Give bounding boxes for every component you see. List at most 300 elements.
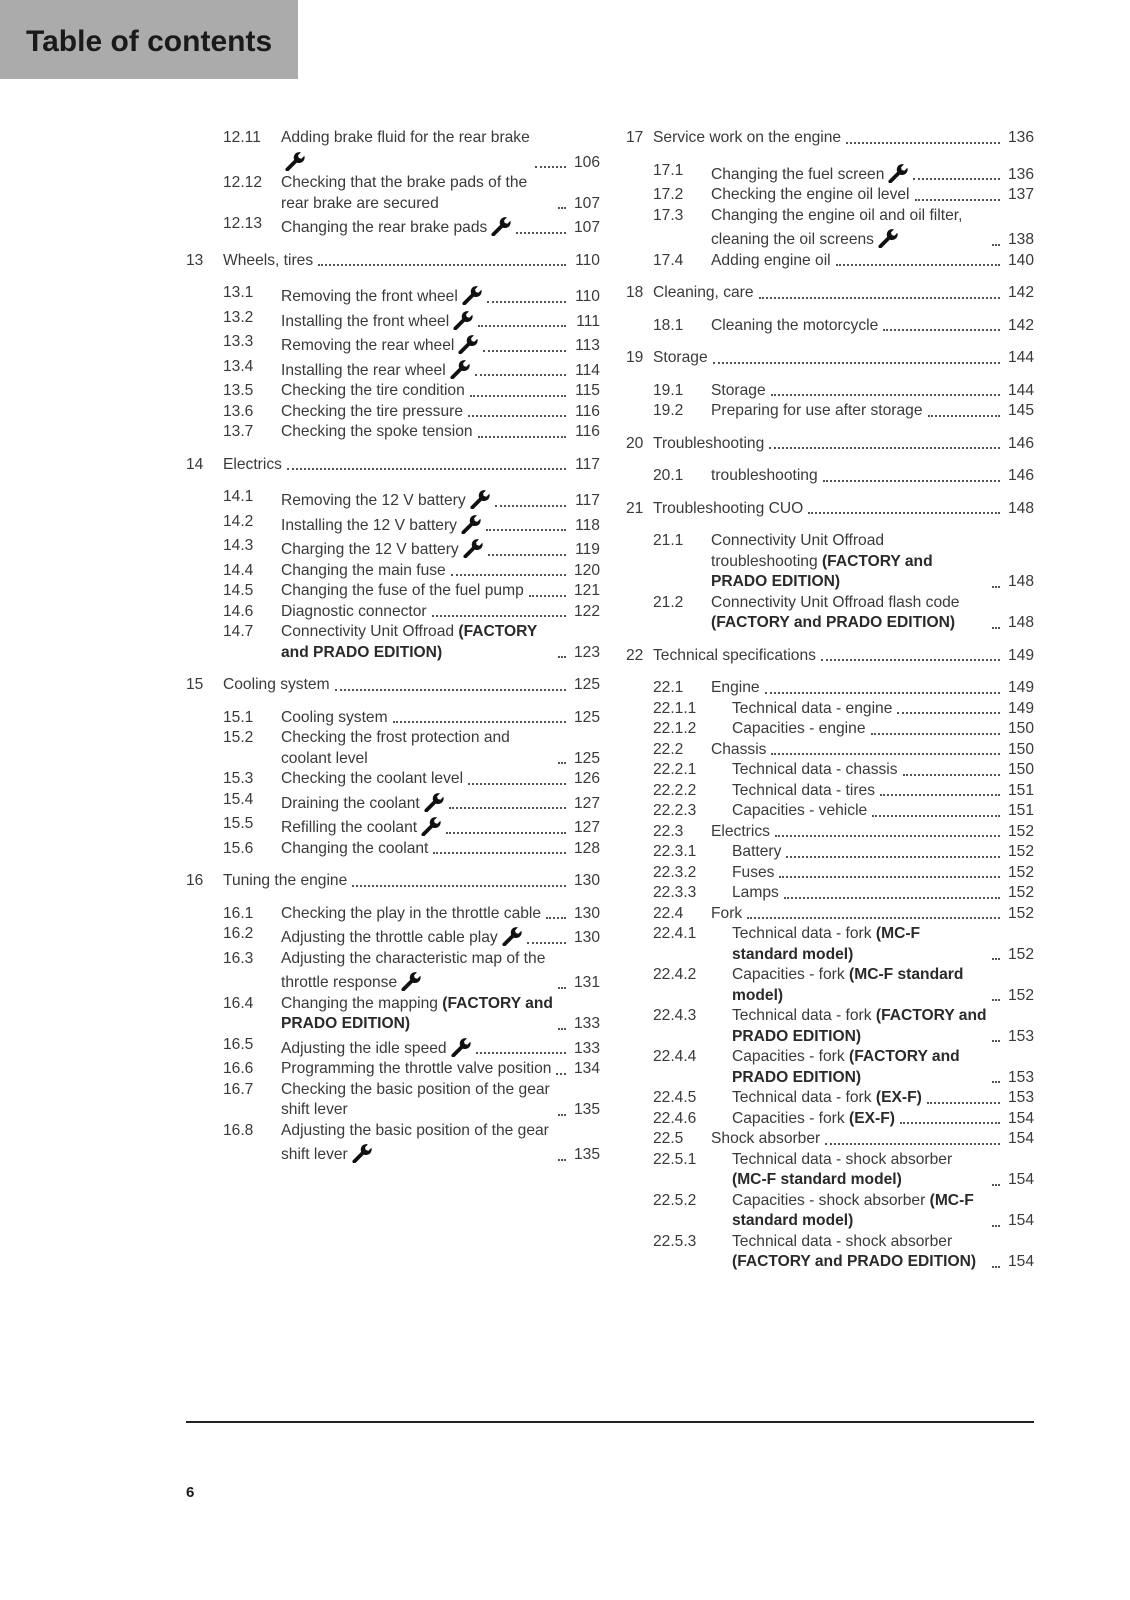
toc-entry[interactable]	[626, 1088, 1034, 1109]
toc-entry-page: 152	[1007, 863, 1034, 881]
dot-leader	[352, 871, 566, 892]
toc-entry-number: 21.2	[653, 593, 684, 611]
toc-entry-number: 16.4	[223, 994, 254, 1012]
toc-entry[interactable]	[626, 822, 1034, 843]
toc-entry[interactable]	[186, 455, 600, 476]
toc-entry[interactable]	[186, 251, 600, 272]
toc-entry[interactable]	[186, 487, 600, 512]
toc-entry-page: 119	[575, 541, 600, 558]
toc-entry-page: 146	[1007, 467, 1034, 484]
toc-entry-edition-note: (MC-F standard model)	[732, 1191, 974, 1229]
toc-entry-number: 22.2	[653, 740, 684, 758]
toc-entry-title: Battery	[732, 843, 782, 860]
toc-entry-number: 16.3	[223, 949, 254, 967]
toc-entry-title: Diagnostic connector	[281, 602, 427, 620]
wrench-icon	[498, 929, 522, 946]
toc-entry[interactable]	[186, 357, 600, 382]
dot-leader	[992, 945, 1000, 966]
toc-entry-page: 107	[573, 219, 600, 236]
toc-entry-edition-note: (MC-F standard model)	[732, 1171, 902, 1188]
dot-leader	[470, 381, 566, 402]
toc-entry-number: 17.1	[653, 161, 684, 179]
toc-entry[interactable]	[626, 1191, 1034, 1232]
toc-entry[interactable]	[186, 381, 600, 402]
dot-leader	[478, 422, 566, 443]
toc-entry[interactable]	[186, 675, 600, 696]
toc-entry-page: 137	[1007, 186, 1034, 203]
dot-leader	[903, 760, 1000, 781]
toc-entry-number: 12.12	[223, 174, 263, 191]
toc-entry-number: 16.2	[223, 925, 254, 942]
toc-entry-number: 22.3.1	[653, 843, 697, 860]
toc-entry-page: 152	[1007, 904, 1034, 922]
dot-leader	[476, 1039, 566, 1060]
toc-entry-page: 133	[573, 1015, 600, 1032]
toc-entry-title: Tuning the engine	[223, 872, 348, 889]
toc-entry[interactable]	[186, 283, 600, 308]
dot-leader	[821, 646, 1000, 667]
toc-entry-title: Chassis	[711, 740, 767, 758]
toc-entry-title: Technical data - fork (FACTORY and PRADO EDITION)	[732, 1007, 987, 1045]
toc-entry[interactable]	[186, 561, 600, 582]
toc-entry-edition-note: (FACTORY and PRADO EDITION)	[281, 994, 553, 1032]
toc-entry-page: 154	[1007, 1171, 1034, 1188]
dot-leader	[487, 287, 566, 308]
toc-entry-title: Programming the throttle valve position	[281, 1060, 552, 1077]
toc-entry-title: Troubleshooting CUO	[653, 499, 804, 517]
page-title: Table of contents	[26, 25, 273, 58]
toc-entry-number: 15.4	[223, 790, 254, 808]
toc-entry[interactable]	[186, 790, 600, 815]
toc-entry-page: 125	[573, 749, 600, 767]
toc-entry-number: 22.4.6	[653, 1109, 697, 1127]
toc-entry-page: 148	[1007, 614, 1034, 631]
toc-entry[interactable]	[186, 512, 600, 537]
dot-leader	[451, 561, 566, 582]
toc-entry[interactable]	[186, 173, 600, 214]
toc-entry[interactable]	[626, 678, 1034, 699]
dot-leader	[915, 185, 1000, 206]
dot-leader	[558, 1014, 566, 1035]
toc-entry-title: Draining the coolant	[281, 790, 444, 815]
dot-leader	[468, 769, 566, 790]
toc-entry[interactable]	[186, 602, 600, 623]
toc-entry[interactable]	[186, 1059, 600, 1080]
toc-entry[interactable]	[626, 128, 1034, 149]
toc-entry[interactable]	[626, 1232, 1034, 1273]
toc-entry[interactable]	[186, 871, 600, 892]
toc-entry[interactable]	[626, 499, 1034, 520]
toc-entry[interactable]	[626, 904, 1034, 925]
toc-entry-page: 144	[1007, 381, 1034, 399]
toc-entry-number: 16.7	[223, 1080, 254, 1098]
toc-entry[interactable]	[626, 1129, 1034, 1150]
dot-leader	[535, 153, 566, 174]
dot-leader	[880, 781, 1000, 802]
toc-entry-number: 14.6	[223, 602, 254, 620]
toc-entry-title: Changing the main fuse	[281, 561, 446, 579]
toc-entry-page: 138	[1007, 231, 1034, 248]
dot-leader	[784, 883, 1000, 904]
toc-entry-number: 15.5	[223, 815, 254, 832]
toc-entry-page: 106	[573, 153, 600, 171]
toc-entry-number: 18	[626, 284, 644, 301]
toc-entry[interactable]	[186, 839, 600, 860]
dot-leader	[446, 818, 566, 839]
dot-leader	[786, 842, 1000, 863]
dot-leader	[992, 1027, 1000, 1048]
toc-entry-number: 22.4.3	[653, 1007, 697, 1024]
toc-entry-page: 152	[1007, 884, 1034, 901]
toc-entry-page: 151	[1007, 802, 1034, 819]
dot-leader	[928, 401, 1001, 422]
toc-entry-number: 22.5	[653, 1130, 684, 1147]
toc-entry-page: 123	[573, 643, 600, 661]
toc-entry[interactable]	[186, 708, 600, 729]
toc-entry-page: 146	[1007, 434, 1034, 452]
wrench-icon	[459, 541, 483, 558]
toc-entry[interactable]	[626, 965, 1034, 1006]
toc-entry-title: Adjusting the throttle cable play	[281, 924, 522, 949]
wrench-icon	[454, 337, 478, 354]
toc-entry-title: Technical data - fork (MC-F standard model)	[732, 925, 921, 963]
dot-leader	[992, 572, 1000, 593]
toc-entry[interactable]	[626, 863, 1034, 884]
toc-entry-page: 135	[573, 1101, 600, 1118]
toc-entry-number: 13.2	[223, 308, 254, 326]
dot-leader	[488, 540, 566, 561]
toc-entry[interactable]	[186, 214, 600, 239]
toc-entry-title: Checking the engine oil level	[711, 186, 910, 203]
toc-entry[interactable]	[626, 251, 1034, 272]
toc-entry-title: Capacities - engine	[732, 720, 866, 737]
toc-entry-title: Checking the tire pressure	[281, 402, 464, 420]
toc-entry-title: Checking that the brake pads of the rear brake are secured	[281, 174, 528, 212]
toc-entry-number: 16.6	[223, 1060, 254, 1077]
toc-entry-number: 22.2.1	[653, 761, 697, 778]
dot-leader	[558, 194, 566, 215]
toc-entry[interactable]	[186, 622, 600, 663]
toc-entry-number: 16.1	[223, 904, 254, 922]
toc-entry-title: Capacities - fork (MC-F standard model)	[732, 966, 964, 1004]
toc-entry[interactable]	[626, 1109, 1034, 1130]
page-number: 6	[186, 1484, 195, 1501]
wrench-icon	[487, 219, 511, 236]
toc-entry-title: Checking the basic position of the gear shift lever	[281, 1080, 550, 1118]
toc-entry-number: 22.3	[653, 822, 684, 840]
toc-entry-title: Checking the play in the throttle cable	[281, 904, 542, 922]
wrench-icon	[874, 231, 898, 248]
toc-entry-number: 15.3	[223, 770, 254, 787]
dot-leader	[769, 434, 1000, 455]
wrench-icon	[446, 362, 470, 379]
toc-entry-number: 19.1	[653, 381, 684, 399]
toc-entry-title: Capacities - vehicle	[732, 802, 868, 819]
toc-entry[interactable]	[626, 185, 1034, 206]
toc-entry-title: Shock absorber	[711, 1130, 821, 1147]
toc-entry[interactable]	[626, 740, 1034, 761]
footer-rule	[186, 1421, 1034, 1423]
toc-entry-edition-note: (EX-F)	[849, 1109, 895, 1127]
toc-entry[interactable]	[626, 646, 1034, 667]
toc-entry[interactable]	[186, 581, 600, 602]
toc-entry-number: 22.5.3	[653, 1232, 697, 1250]
toc-entry[interactable]	[626, 593, 1034, 634]
toc-entry-page: 125	[573, 676, 600, 693]
toc-entry[interactable]	[186, 1035, 600, 1060]
toc-entry-title: Adjusting the characteristic map of the throttle response	[281, 949, 546, 991]
toc-entry-title: Technical specifications	[653, 646, 816, 664]
dot-leader	[927, 1088, 1000, 1109]
dot-leader	[808, 499, 1000, 520]
toc-entry[interactable]	[186, 332, 600, 357]
toc-entry-number: 22.1.2	[653, 720, 697, 737]
toc-entry[interactable]	[626, 283, 1034, 304]
toc-entry-number: 22.5.1	[653, 1150, 697, 1168]
toc-entry-title: Capacities - fork (EX-F)	[732, 1109, 895, 1127]
toc-entry[interactable]	[186, 924, 600, 949]
dot-leader	[992, 1170, 1000, 1191]
toc-entry-page: 117	[575, 455, 600, 473]
dot-leader	[992, 613, 1000, 634]
toc-entry[interactable]	[186, 904, 600, 925]
toc-entry-page: 140	[1007, 251, 1034, 269]
toc-entry[interactable]	[626, 801, 1034, 822]
toc-entry-title: Checking the spoke tension	[281, 423, 473, 440]
toc-entry[interactable]	[626, 381, 1034, 402]
toc-entry[interactable]	[186, 308, 600, 333]
toc-entry-title: Charging the 12 V battery	[281, 536, 483, 561]
toc-entry-title: Cooling system	[223, 676, 330, 693]
toc-entry[interactable]	[186, 402, 600, 423]
toc-entry-page: 122	[573, 602, 600, 620]
toc-entry-number: 22.4	[653, 904, 684, 922]
toc-entry-number: 22.1	[653, 679, 684, 696]
wrench-icon	[884, 166, 908, 183]
wrench-icon	[457, 517, 481, 534]
toc-entry-page: 149	[1007, 699, 1034, 717]
toc-entry-edition-note: (FACTORY and PRADO EDITION)	[711, 552, 933, 590]
toc-entry-page: 154	[1007, 1109, 1034, 1127]
toc-entry-title: Adding engine oil	[711, 251, 831, 269]
toc-entry-page: 145	[1007, 402, 1034, 419]
dot-leader	[992, 1211, 1000, 1232]
toc-entry-page: 142	[1007, 284, 1034, 301]
toc-entry-title: Technical data - shock absorber (FACTORY and PRADO EDITION)	[732, 1232, 977, 1270]
toc-entry-number: 17.4	[653, 251, 684, 269]
toc-entry-title: Checking the frost protection and coolant level	[281, 729, 510, 767]
wrench-icon	[348, 1146, 372, 1163]
toc-entry-number: 20	[626, 434, 644, 452]
dot-leader	[846, 128, 1000, 149]
toc-entry-title: Storage	[653, 349, 708, 366]
toc-entry-title: Adding brake fluid for the rear brake	[281, 128, 530, 173]
toc-entry-title: Installing the 12 V battery	[281, 512, 481, 537]
toc-entry[interactable]	[626, 1047, 1034, 1088]
dot-leader	[747, 904, 1000, 925]
toc-entry-page: 154	[1007, 1212, 1034, 1229]
dot-leader	[558, 973, 566, 994]
toc-entry-title: Checking the tire condition	[281, 382, 465, 399]
toc-entry-edition-note: (FACTORY and PRADO EDITION)	[732, 1253, 977, 1270]
toc-entry[interactable]	[626, 531, 1034, 593]
toc-entry[interactable]	[186, 536, 600, 561]
dot-leader	[872, 801, 1000, 822]
toc-entry[interactable]	[626, 161, 1034, 186]
toc-entry[interactable]	[626, 434, 1034, 455]
toc-entry-number: 14.7	[223, 623, 254, 640]
toc-entry-number: 17.2	[653, 186, 684, 203]
toc-entry-number: 14	[186, 455, 204, 473]
header-band	[0, 0, 298, 79]
toc-entry-title: Connectivity Unit Offroad (FACTORY and PRADO EDITION)	[281, 623, 537, 661]
dot-leader	[992, 1068, 1000, 1089]
toc-entry-title: Cleaning, care	[653, 284, 754, 301]
toc-entry-title: Refilling the coolant	[281, 814, 441, 839]
toc-entry[interactable]	[186, 422, 600, 443]
toc-entry-page: 152	[1007, 945, 1034, 963]
dot-leader	[771, 740, 1000, 761]
dot-leader	[393, 708, 566, 729]
toc-entry-title: Changing the rear brake pads	[281, 214, 511, 239]
toc-entry-number: 20.1	[653, 467, 684, 484]
toc-entry-page: 154	[1007, 1130, 1034, 1147]
toc-entry-page: 111	[576, 312, 600, 330]
toc-entry[interactable]	[186, 814, 600, 839]
toc-entry-page: 126	[573, 770, 600, 787]
toc-entry-number: 13.5	[223, 382, 254, 399]
toc-entry-title: Changing the fuse of the fuel pump	[281, 582, 524, 599]
toc-entry-page: 110	[575, 251, 600, 269]
dot-leader	[287, 455, 566, 476]
toc-entry[interactable]	[626, 401, 1034, 422]
dot-leader	[871, 719, 1001, 740]
toc-entry[interactable]	[626, 466, 1034, 487]
dot-leader	[883, 316, 1000, 337]
toc-entry-number: 22	[626, 646, 644, 664]
toc-entry-edition-note: (MC-F standard model)	[732, 925, 921, 963]
toc-entry[interactable]	[186, 1080, 600, 1121]
dot-leader	[432, 602, 566, 623]
toc-entry-page: 127	[573, 794, 600, 812]
dot-leader	[992, 1252, 1000, 1273]
toc-entry-title: Cleaning the motorcycle	[711, 316, 879, 334]
toc-entry-number: 19.2	[653, 402, 684, 419]
dot-leader	[318, 251, 566, 272]
toc-entry-number: 13.6	[223, 402, 254, 420]
toc-entry-page: 131	[573, 974, 600, 991]
toc-entry-title: Preparing for use after storage	[711, 402, 923, 419]
dot-leader	[475, 361, 566, 382]
dot-leader	[713, 348, 1000, 369]
toc-entry-page: 134	[573, 1060, 600, 1077]
toc-entry[interactable]	[626, 883, 1034, 904]
toc-entry-number: 19	[626, 349, 644, 366]
dot-leader	[335, 675, 566, 696]
dot-leader	[516, 218, 566, 239]
toc-entry[interactable]	[626, 316, 1034, 337]
dot-leader	[495, 491, 566, 512]
dot-leader	[527, 928, 566, 949]
toc-entry-title: Technical data - tires	[732, 781, 876, 799]
toc-entry-title: Changing the fuel screen	[711, 161, 908, 186]
toc-entry-number: 17	[626, 129, 644, 146]
toc-entry-number: 16.8	[223, 1121, 254, 1139]
toc-entry[interactable]	[626, 760, 1034, 781]
toc-entry-title: Removing the 12 V battery	[281, 487, 490, 512]
toc-entry[interactable]	[626, 781, 1034, 802]
toc-entry-number: 18.1	[653, 316, 684, 334]
toc-entry-title: Electrics	[711, 822, 770, 840]
toc-entry[interactable]	[626, 206, 1034, 251]
toc-entry-page: 136	[1007, 165, 1034, 183]
toc-entry-page: 110	[575, 288, 600, 305]
toc-entry-number: 22.4.5	[653, 1089, 697, 1106]
toc-entry[interactable]	[626, 842, 1034, 863]
toc-entry-number: 14.2	[223, 512, 254, 530]
toc-entry-title: Changing the engine oil and oil filter, cleaning the oil screens	[711, 206, 963, 248]
toc-entry-number: 12.13	[223, 215, 263, 232]
toc-entry-page: 130	[573, 904, 600, 922]
toc-entry-number: 15.6	[223, 839, 254, 857]
toc-entry[interactable]	[186, 728, 600, 769]
toc-entry[interactable]	[186, 1121, 600, 1166]
toc-entry-title: Lamps	[732, 884, 779, 901]
toc-entry-page: 148	[1007, 573, 1034, 590]
toc-entry-page: 152	[1007, 986, 1034, 1004]
toc-entry[interactable]	[626, 1006, 1034, 1047]
toc-entry-number: 21	[626, 499, 644, 517]
toc-entry-page: 152	[1007, 843, 1034, 860]
toc-entry[interactable]	[186, 949, 600, 994]
toc-entry-title: Troubleshooting	[653, 434, 765, 452]
toc-entry[interactable]	[626, 924, 1034, 965]
toc-entry[interactable]	[626, 348, 1034, 369]
toc-entry[interactable]	[626, 699, 1034, 720]
dot-leader	[449, 794, 566, 815]
toc-entry-page: 128	[573, 839, 600, 857]
toc-entry-number: 22.2.3	[653, 802, 697, 819]
toc-entry-page: 130	[573, 872, 600, 889]
toc-entry[interactable]	[626, 1150, 1034, 1191]
toc-entry-page: 149	[1007, 646, 1034, 664]
toc-entry-page: 152	[1007, 822, 1034, 840]
toc-entry[interactable]	[626, 719, 1034, 740]
dot-leader	[558, 749, 566, 770]
toc-entry[interactable]	[186, 769, 600, 790]
toc-entry-title: Connectivity Unit Offroad flash code (FACTORY and PRADO EDITION)	[711, 593, 960, 631]
dot-leader	[486, 516, 566, 537]
toc-entry-edition-note: (EX-F)	[875, 1089, 922, 1106]
toc-entry-page: 116	[575, 402, 600, 420]
toc-entry-number: 21.1	[653, 532, 684, 549]
toc-entry-title: Technical data - engine	[732, 699, 893, 717]
dot-leader	[478, 312, 566, 333]
toc-entry-number: 15	[186, 676, 204, 693]
toc-entry-page: 120	[573, 561, 600, 579]
toc-entry-title: Fuses	[732, 863, 775, 881]
wrench-icon	[417, 819, 441, 836]
dot-leader	[546, 904, 566, 925]
toc-entry-page: 150	[1007, 740, 1034, 758]
dot-leader	[558, 1100, 566, 1121]
toc-entry-number: 17.3	[653, 206, 684, 224]
toc-entry[interactable]	[186, 994, 600, 1035]
toc-entry-number: 22.2.2	[653, 781, 697, 799]
toc-entry[interactable]	[186, 128, 600, 173]
dot-leader	[558, 643, 566, 664]
toc-entry-page: 150	[1007, 720, 1034, 737]
